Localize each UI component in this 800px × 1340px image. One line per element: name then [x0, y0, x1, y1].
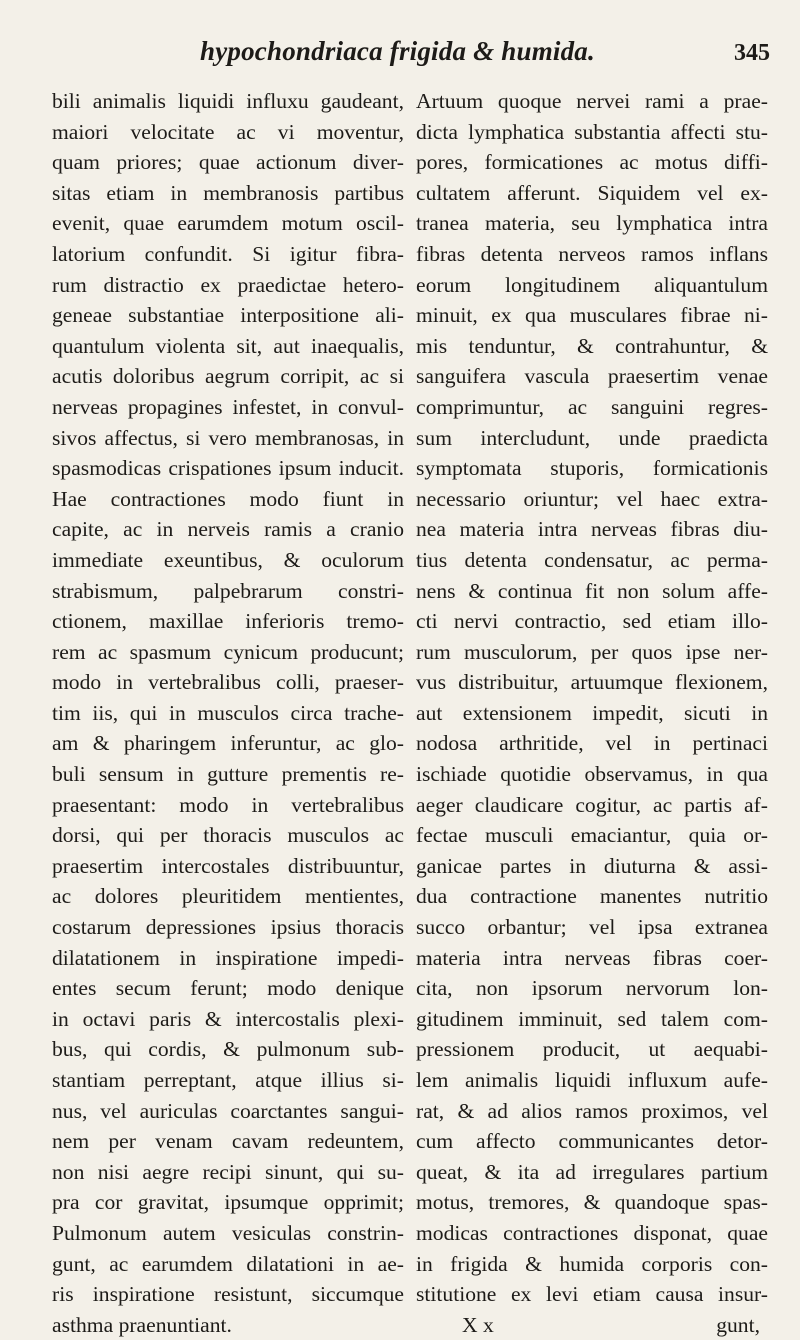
text-line: strabismum, palpebrarum constri- [52, 578, 404, 603]
text-line: stantiam perreptant, atque illius si- [52, 1068, 404, 1092]
text-line: lem animalis liquidi influxum aufe- [416, 1068, 768, 1092]
text-line: aeger claudicare cogitur, ac partis af- [416, 792, 768, 817]
text-line: Pulmonum autem vesiculas constrin- [52, 1220, 404, 1245]
text-line: Artuum quoque nervei rami a prae- [416, 89, 768, 113]
text-line: eorum longitudinem aliquantulum [416, 272, 768, 297]
text-line: queat, & ita ad irregulares partium [416, 1159, 768, 1184]
text-line: pores, formicationes ac motus diffi- [416, 150, 768, 175]
text-line: rum distractio ex praedictae hetero- [52, 272, 404, 297]
text-line: ac dolores pleuritidem mentientes, [52, 884, 404, 909]
text-line: am & pharingem inferuntur, ac glo- [52, 731, 404, 756]
text-line: stitutione ex levi etiam causa insur- [416, 1282, 768, 1307]
text-line: nens & continua fit non solum affe- [416, 578, 768, 603]
text-line: gunt, ac earumdem dilatationi in ae- [52, 1251, 404, 1276]
text-line: tim iis, qui in musculos circa trache- [52, 700, 404, 725]
text-line: cti nervi contractio, sed etiam illo- [416, 609, 768, 634]
text-line: in frigida & humida corporis con- [416, 1251, 768, 1276]
text-line: Hae contractiones modo fiunt in [52, 486, 404, 511]
text-line: dua contractione manentes nutritio [416, 884, 768, 909]
text-line: nerveas propagines infestet, in convul- [52, 394, 404, 419]
text-line: capite, ac in nerveis ramis a cranio [52, 517, 404, 542]
text-line: mis tenduntur, & contrahuntur, & [416, 333, 768, 358]
page-number: 345 [734, 40, 770, 66]
text-line: comprimuntur, ac sanguini regres- [416, 394, 768, 419]
text-line: costarum depressiones ipsius thoracis [52, 915, 404, 940]
text-line: materia intra nerveas fibras coer- [416, 945, 768, 970]
catchword: gunt, [716, 1312, 760, 1337]
text-line: motus, tremores, & quandoque spas- [416, 1190, 768, 1215]
text-line: modo in vertebralibus colli, praeser- [52, 670, 404, 695]
text-line: evenit, quae earumdem motum oscil- [52, 211, 404, 236]
text-line: necessario oriuntur; vel haec extra- [416, 486, 768, 511]
text-line: rem ac spasmum cynicum producunt; [52, 639, 404, 664]
text-line: gitudinem imminuit, sed talem com- [416, 1006, 768, 1031]
text-line: in octavi paris & intercostalis plexi- [52, 1006, 404, 1031]
text-line: symptomata stuporis, formicationis [416, 456, 768, 481]
text-line: sivos affectus, si vero membranosas, in [52, 425, 404, 450]
text-line: immediate exeuntibus, & oculorum [52, 547, 404, 572]
text-line: cultatem afferunt. Siquidem vel ex- [416, 180, 768, 205]
text-line: asthma praenuntiant. [52, 1312, 232, 1337]
text-line: spasmodicas crispationes ipsum inducit. [52, 456, 404, 481]
text-line: pra cor gravitat, ipsumque opprimit; [52, 1190, 404, 1215]
text-line: sum intercludunt, unde praedicta [416, 425, 768, 450]
running-header [60, 36, 770, 76]
text-line: non nisi aegre recipi sinunt, qui su- [52, 1159, 404, 1184]
text-line: bili animalis liquidi influxu gaudeant, [52, 89, 404, 113]
text-line: praesentant: modo in vertebralibus [52, 792, 404, 817]
text-line: rat, & ad alios ramos proximos, vel [416, 1098, 768, 1123]
text-line: tius detenta condensatur, ac perma- [416, 547, 768, 572]
text-line: bus, qui cordis, & pulmonum sub- [52, 1037, 404, 1062]
signature-mark: X x [462, 1312, 494, 1337]
text-line: ganicae partes in diuturna & assi- [416, 853, 768, 878]
text-line: buli sensum in gutture prementis re- [52, 762, 404, 787]
text-line: dorsi, qui per thoracis musculos ac [52, 823, 404, 848]
text-line: pressionem producit, ut aequabi- [416, 1037, 768, 1062]
text-line: latorium confundit. Si igitur fibra- [52, 241, 404, 266]
text-line: rum musculorum, per quos ipse ner- [416, 639, 768, 664]
right-column [416, 86, 768, 1337]
text-line: ischiade quotidie observamus, in qua [416, 762, 768, 787]
text-line: vus distribuitur, artuumque flexionem, [416, 670, 768, 695]
text-line: ctionem, maxillae inferioris tremo- [52, 609, 404, 634]
text-line: nem per venam cavam redeuntem, [52, 1129, 404, 1154]
text-line: nus, vel auriculas coarctantes sangui- [52, 1098, 404, 1123]
text-line: quantulum violenta sit, aut inaequalis, [52, 333, 404, 358]
text-line: tranea materia, seu lymphatica intra [416, 211, 768, 236]
text-line: succo orbantur; vel ipsa extranea [416, 915, 768, 940]
text-line: sitas etiam in membranosis partibus [52, 180, 404, 205]
text-line: entes secum ferunt; modo denique [52, 976, 404, 1001]
text-columns [52, 86, 768, 1337]
text-line: praesertim intercostales distribuuntur, [52, 853, 404, 878]
running-title: hypochondriaca frigida & humida. [200, 36, 595, 66]
text-line: modicas contractiones disponat, quae [416, 1220, 768, 1245]
text-line: nodosa arthritide, vel in pertinaci [416, 731, 768, 756]
text-line: sanguifera vascula praesertim venae [416, 364, 768, 389]
text-line: quam priores; quae actionum diver- [52, 150, 404, 175]
text-line: ris inspiratione resistunt, siccumque [52, 1282, 404, 1307]
text-line: dilatationem in inspiratione impedi- [52, 945, 404, 970]
text-line: nea materia intra nerveas fibras diu- [416, 517, 768, 542]
signature-line [416, 1310, 768, 1340]
text-line: dicta lymphatica substantia affecti stu- [416, 119, 768, 144]
text-line: fectae musculi emaciantur, quia or- [416, 823, 768, 848]
left-column [52, 86, 404, 1337]
text-line: cita, non ipsorum nervorum lon- [416, 976, 768, 1001]
text-line: acutis doloribus aegrum corripit, ac si [52, 364, 404, 389]
text-line: cum affecto communicantes detor- [416, 1129, 768, 1154]
text-line: geneae substantiae interpositione ali- [52, 303, 404, 328]
text-line: fibras detenta nerveos ramos inflans [416, 241, 768, 266]
text-line: aut extensionem impedit, sicuti in [416, 700, 768, 725]
text-line: minuit, ex qua musculares fibrae ni- [416, 303, 768, 328]
text-line: maiori velocitate ac vi moventur, [52, 119, 404, 144]
